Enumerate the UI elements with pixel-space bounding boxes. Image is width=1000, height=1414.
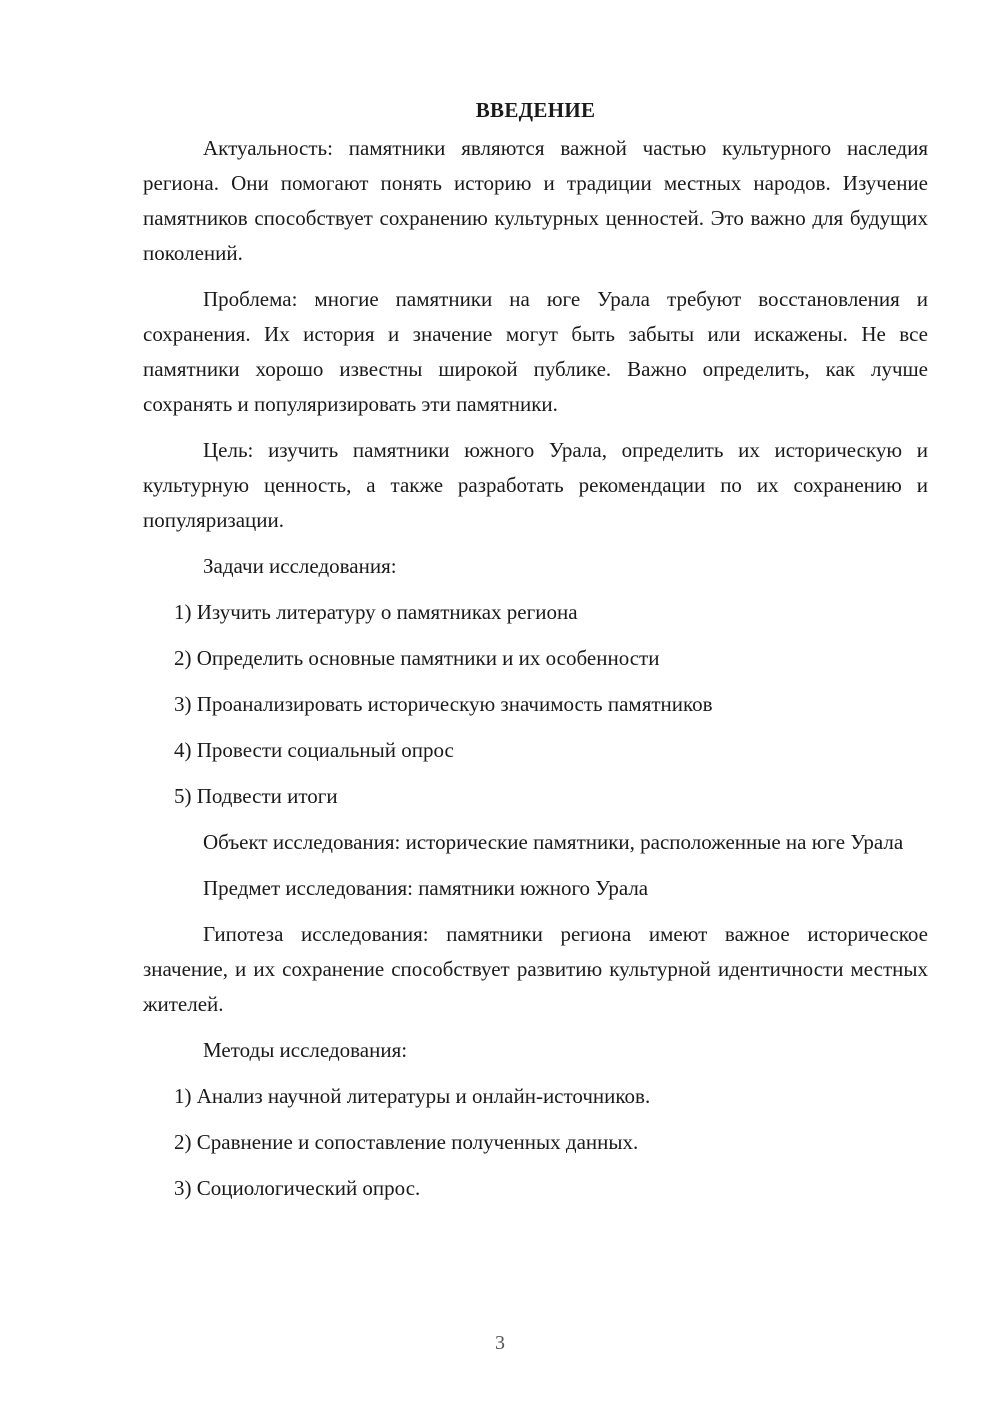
object-paragraph: Объект исследования: исторические памятники, расположенные на юге Урала bbox=[203, 830, 904, 854]
document-page bbox=[143, 95, 928, 1217]
tasks-list bbox=[143, 595, 928, 814]
task-item: 3) Проанализировать историческую значимость памятников bbox=[174, 692, 713, 716]
goal-paragraph: Цель: изучить памятники южного Урала, определить их историческую и культурную ценность, а также разработать рекомендации по их сохранению и популяризации. bbox=[143, 438, 928, 532]
methods-list bbox=[143, 1079, 928, 1206]
methods-heading: Методы исследования: bbox=[203, 1038, 408, 1062]
task-item: 5) Подвести итоги bbox=[174, 784, 338, 808]
problem-paragraph: Проблема: многие памятники на юге Урала требуют восстановления и сохранения. Их история и значение могут быть забыты или искажены. Не все памятники хорошо известны широкой публике. Важно определить, как лучше сохранять и популяризировать эти памятники. bbox=[143, 287, 928, 416]
method-item: 1) Анализ научной литературы и онлайн-источников. bbox=[174, 1084, 651, 1108]
tasks-heading: Задачи исследования: bbox=[203, 554, 397, 578]
task-item: 4) Провести социальный опрос bbox=[174, 738, 454, 762]
relevance-paragraph: Актуальность: памятники являются важной частью культурного наследия региона. Они помогают понять историю и традиции местных народов. Изучение памятников способствует сохранению культурных ценностей. Это важно для будущих поколений. bbox=[143, 136, 928, 265]
method-item: 3) Социологический опрос. bbox=[174, 1176, 421, 1200]
section-title: ВВЕДЕНИЕ bbox=[475, 98, 596, 122]
method-item: 2) Сравнение и сопоставление полученных данных. bbox=[174, 1130, 639, 1154]
task-item: 2) Определить основные памятники и их особенности bbox=[174, 646, 660, 670]
page-number: 3 bbox=[495, 1332, 505, 1354]
task-item: 1) Изучить литературу о памятниках региона bbox=[174, 600, 578, 624]
hypothesis-paragraph: Гипотеза исследования: памятники региона имеют важное историческое значение, и их сохранение способствует развитию культурной идентичности местных жителей. bbox=[143, 922, 928, 1016]
subject-paragraph: Предмет исследования: памятники южного Урала bbox=[203, 876, 649, 900]
